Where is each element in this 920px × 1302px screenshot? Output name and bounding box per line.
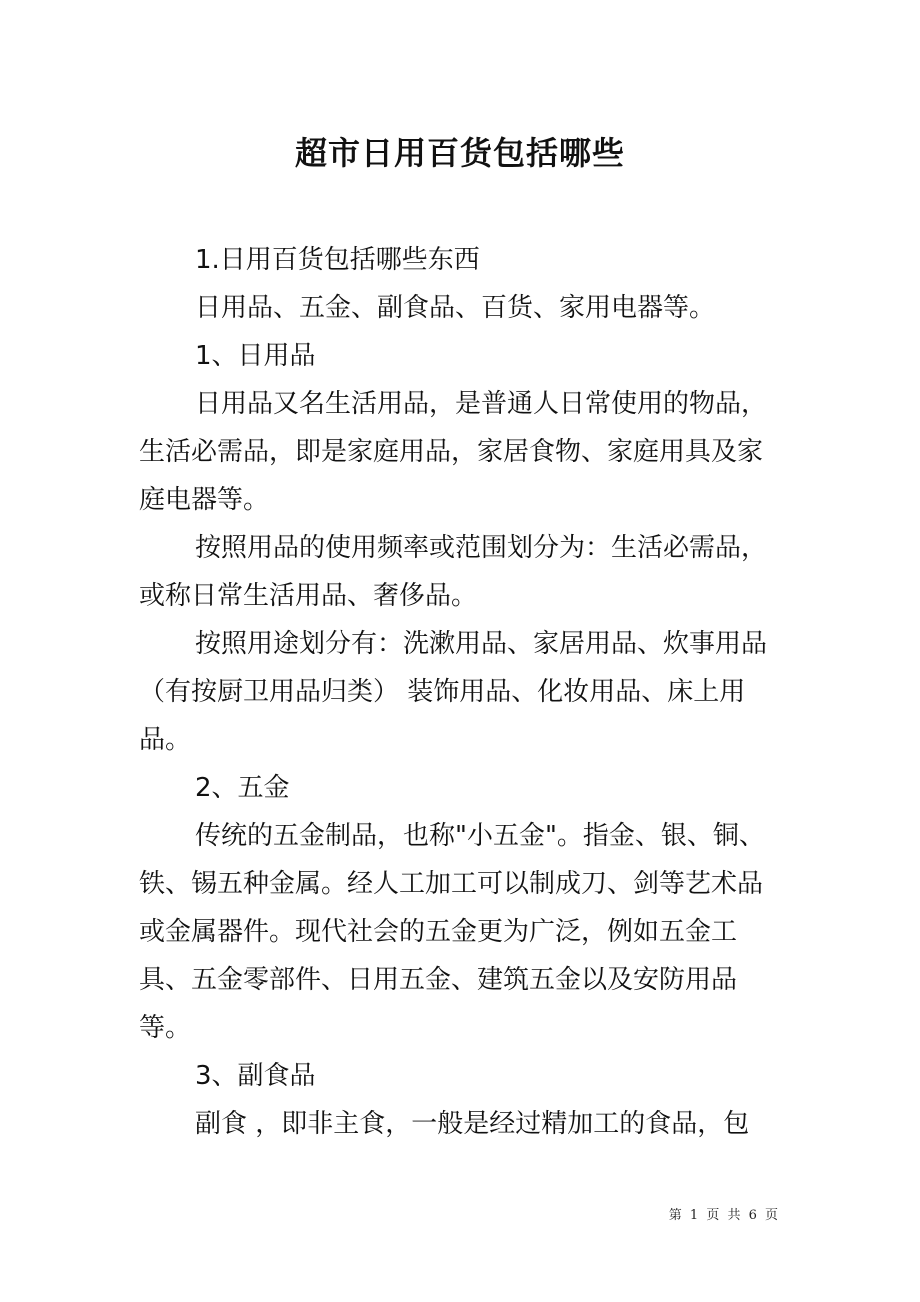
- subsection-heading-hardware: 2、五金: [195, 773, 290, 803]
- paragraph: 副食 ，即非主食，一般是经过精加工的食品，包: [195, 1109, 750, 1139]
- document-body: [139, 236, 787, 1148]
- paragraph: 按照用途划分有：洗漱用品、家居用品、炊事用品（有按厨卫用品归类） 装饰用品、化妆用品、床上用品。: [139, 629, 768, 755]
- document-title: 超市日用百货包括哪些: [294, 134, 625, 172]
- page-number-footer: 第 1 页 共 6 页: [668, 1208, 780, 1223]
- paragraph: 按照用品的使用频率或范围划分为：生活必需品，或称日常生活用品、奢侈品。: [139, 533, 768, 611]
- subsection-heading-non-staple-food: 3、副食品: [195, 1061, 316, 1091]
- section-heading-1: 1.日用百货包括哪些东西: [195, 245, 480, 275]
- subsection-heading-daily-goods: 1、日用品: [195, 341, 316, 371]
- paragraph: 传统的五金制品，也称"小五金"。指金、银、铜、铁、锡五种金属。经人工加工可以制成刀、剑等艺术品或金属器件。现代社会的五金更为广泛，例如五金工具、五金零部件、日用五金、建筑五金以及安防用品等。: [139, 821, 765, 1043]
- paragraph: 日用品又名生活用品，是普通人日常使用的物品，生活必需品，即是家庭用品，家居食物、家庭用具及家庭电器等。: [139, 389, 768, 515]
- paragraph: 日用品、五金、副食品、百货、家用电器等。: [195, 293, 716, 323]
